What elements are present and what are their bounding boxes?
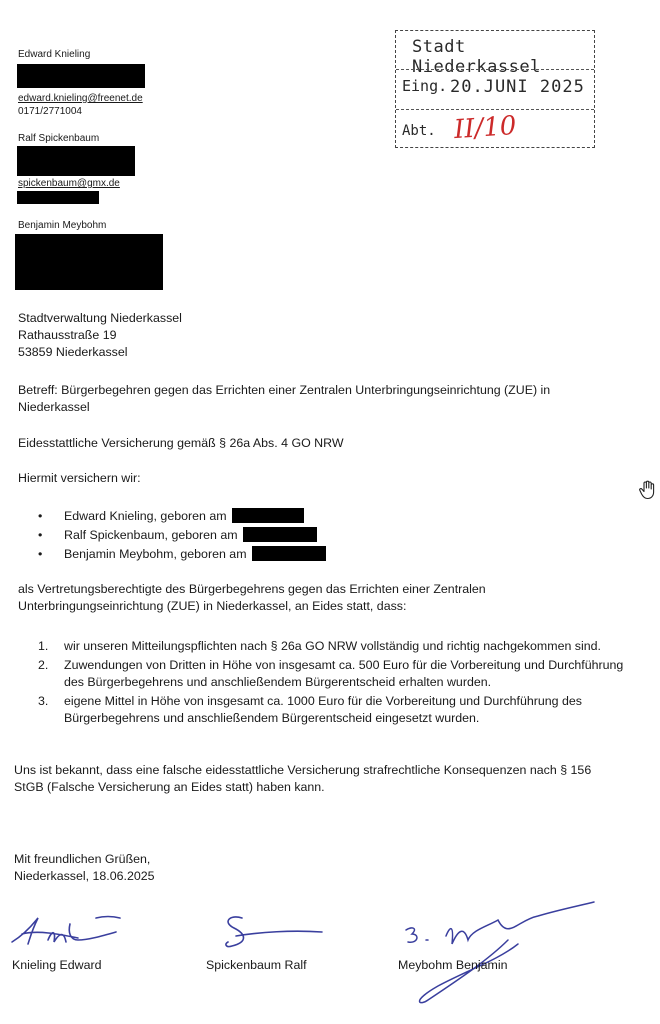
subject-line: Betreff: Bürgerbegehren gegen das Errichten einer Zentralen Unterbringungseinrichtung (ZUE) in Niederkassel (18, 383, 551, 414)
list-item (38, 508, 326, 527)
redaction-address-3 (15, 234, 163, 290)
list-item (30, 638, 630, 655)
recipient-address (18, 310, 182, 361)
receipt-stamp (395, 30, 595, 148)
redaction-birthdate (252, 546, 326, 561)
hand-cursor-icon (638, 480, 656, 500)
person-2-text: Ralf Spickenbaum, geboren am (64, 528, 238, 542)
redaction-birthdate (232, 508, 304, 523)
recipient-line-3: 53859 Niederkassel (18, 345, 128, 359)
point-number: 2. (38, 658, 49, 672)
list-item (38, 527, 326, 546)
declaration-intro: Hiermit versichern wir: (18, 471, 141, 485)
signature-meybohm (398, 900, 598, 1010)
signature-label-2: Spickenbaum Ralf (206, 958, 307, 972)
declaration-statement: als Vertretungsberechtigte des Bürgerbegehrens gegen das Errichten einer Zentralen Unterbringungseinrichtung (ZUE) in Niederkassel, an Eides statt, dass: (18, 582, 486, 613)
signature-spickenbaum (212, 912, 332, 962)
sender-1-name: Edward Knieling (18, 49, 91, 60)
stamp-divider (396, 69, 594, 70)
redaction-birthdate (243, 527, 317, 542)
persons-list (38, 508, 326, 565)
person-3-text: Benjamin Meybohm, geboren am (64, 547, 247, 561)
sender-2-email-link[interactable]: spickenbaum@gmx.de (18, 178, 120, 189)
recipient-line-2: Rathausstraße 19 (18, 328, 117, 342)
point-text: Zuwendungen von Dritten in Höhe von insgesamt ca. 500 Euro für die Vorbereitung und Durchführung des Bürgerbegehrens und anschließendem Bürgerentscheid erhalten wurden. (64, 658, 624, 689)
redaction-address-2 (17, 146, 135, 176)
sender-1-email-link[interactable]: edward.knieling@freenet.de (18, 93, 143, 104)
closing-greeting: Mit freundlichen Grüßen, (14, 852, 151, 866)
stamp-eing-label: Eing. (402, 77, 448, 95)
stamp-divider (396, 109, 594, 110)
sender-1-phone: 0171/2771004 (18, 106, 82, 117)
signature-label-3: Meybohm Benjamin (398, 958, 508, 972)
closing-place-date: Niederkassel, 18.06.2025 (14, 869, 155, 883)
signature-label-1: Knieling Edward (12, 958, 102, 972)
list-item (30, 693, 630, 727)
declaration-points (30, 638, 630, 729)
point-number: 3. (38, 694, 49, 708)
legal-notice: Uns ist bekannt, dass eine falsche eidesstattliche Versicherung strafrechtliche Konsequenzen nach § 156 StGB (Falsche Versicherung an Eides statt) haben kann. (14, 763, 592, 794)
declaration-heading: Eidesstattliche Versicherung gemäß § 26a Abs. 4 GO NRW (18, 436, 344, 450)
stamp-title: Stadt Niederkassel (412, 37, 541, 77)
redaction-phone-2 (17, 191, 99, 204)
recipient-line-1: Stadtverwaltung Niederkassel (18, 311, 182, 325)
stamp-abt-label: Abt. (402, 123, 436, 139)
stamp-abt-handwritten: II/10 (453, 110, 518, 146)
signature-knieling (8, 912, 138, 954)
point-text: wir unseren Mitteilungspflichten nach § 26a GO NRW vollständig und richtig nachgekommen sind. (64, 639, 601, 653)
sender-3-name: Benjamin Meybohm (18, 220, 107, 231)
list-item (38, 546, 326, 565)
sender-2-name: Ralf Spickenbaum (18, 133, 100, 144)
list-item (30, 657, 630, 691)
person-1-text: Edward Knieling, geboren am (64, 509, 227, 523)
point-number: 1. (38, 639, 49, 653)
redaction-address-1 (17, 64, 145, 88)
stamp-date: 20.JUNI 2025 (450, 77, 585, 97)
point-text: eigene Mittel in Höhe von insgesamt ca. 1000 Euro für die Vorbereitung und Durchführung des Bürgerbegehrens und anschließendem Bürgerentscheid eingesetzt wurden. (64, 694, 582, 725)
